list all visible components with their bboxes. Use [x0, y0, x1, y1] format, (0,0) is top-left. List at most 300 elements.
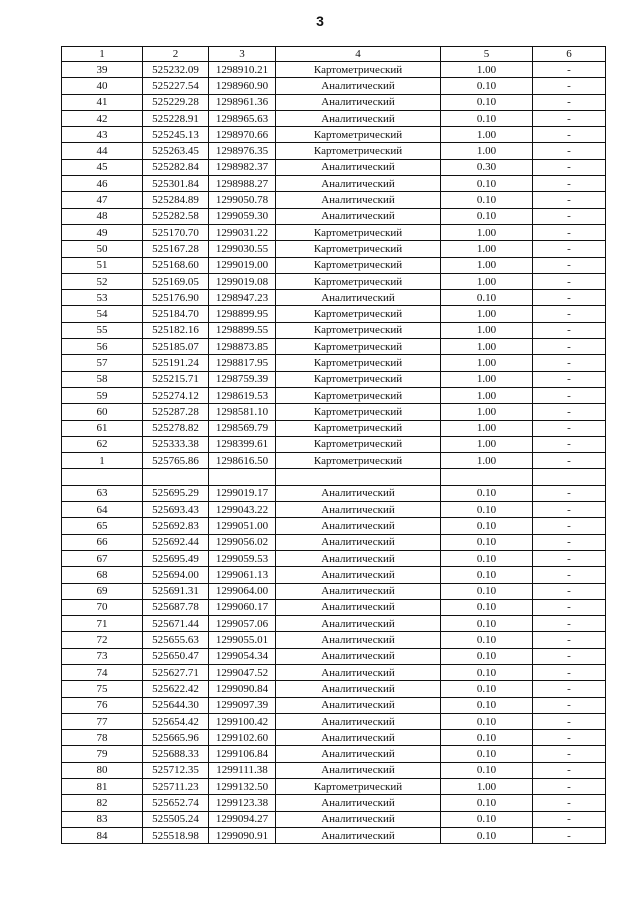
table-row [62, 420, 606, 436]
table-cell: 0.10 [441, 534, 533, 550]
table-cell: 43 [62, 127, 143, 143]
table-cell: - [533, 746, 606, 762]
table-cell: 1.00 [441, 273, 533, 289]
table-cell: - [533, 241, 606, 257]
table-cell: 1.00 [441, 143, 533, 159]
table-cell: 46 [62, 176, 143, 192]
table-cell: 525644.30 [143, 697, 209, 713]
table-row [62, 648, 606, 664]
table-cell: - [533, 110, 606, 126]
column-header: 2 [143, 47, 209, 62]
table-row [62, 62, 606, 78]
table-cell: 1299064.00 [209, 583, 276, 599]
coordinates-table [61, 46, 606, 844]
table-cell: 1299031.22 [209, 224, 276, 240]
table-cell: 1299111.38 [209, 762, 276, 778]
table-cell: 1298899.55 [209, 322, 276, 338]
table-cell: 80 [62, 762, 143, 778]
table-cell: 525711.23 [143, 779, 209, 795]
empty-cell [441, 469, 533, 485]
table-row [62, 404, 606, 420]
table-cell: 525170.70 [143, 224, 209, 240]
table-cell: 52 [62, 273, 143, 289]
table-cell: 1299043.22 [209, 502, 276, 518]
table-cell: 78 [62, 730, 143, 746]
table-cell: Картометрический [276, 387, 441, 403]
table-cell: 1.00 [441, 355, 533, 371]
table-cell: 525505.24 [143, 811, 209, 827]
table-row [62, 110, 606, 126]
separator-body [62, 469, 606, 485]
table-cell: 0.10 [441, 94, 533, 110]
table-row [62, 550, 606, 566]
table-cell: 0.10 [441, 208, 533, 224]
table-cell: 1298982.37 [209, 159, 276, 175]
table-cell: 525622.42 [143, 681, 209, 697]
table-cell: 77 [62, 713, 143, 729]
table-cell: 0.10 [441, 599, 533, 615]
table-cell: 73 [62, 648, 143, 664]
table-cell: 1299019.08 [209, 273, 276, 289]
table-cell: 82 [62, 795, 143, 811]
table-cell: 525695.49 [143, 550, 209, 566]
table-cell: Аналитический [276, 176, 441, 192]
table-cell: 61 [62, 420, 143, 436]
table-cell: 0.10 [441, 192, 533, 208]
table-cell: 1299090.91 [209, 827, 276, 843]
table-cell: - [533, 208, 606, 224]
table-cell: 1299097.39 [209, 697, 276, 713]
table-cell: Аналитический [276, 583, 441, 599]
table-cell: 525182.16 [143, 322, 209, 338]
empty-cell [143, 469, 209, 485]
table-row [62, 502, 606, 518]
table-cell: Картометрический [276, 436, 441, 452]
table-cell: 1298910.21 [209, 62, 276, 78]
table-cell: Картометрический [276, 127, 441, 143]
table-cell: 525278.82 [143, 420, 209, 436]
table-cell: 1298947.23 [209, 290, 276, 306]
table-cell: Картометрический [276, 273, 441, 289]
table-cell: Картометрический [276, 306, 441, 322]
table-cell: 0.10 [441, 648, 533, 664]
table-cell: 525229.28 [143, 94, 209, 110]
table-cell: - [533, 681, 606, 697]
table-cell: - [533, 534, 606, 550]
group1-body [62, 62, 606, 469]
table-cell: 525650.47 [143, 648, 209, 664]
table-cell: 53 [62, 290, 143, 306]
table-cell: 1299132.50 [209, 779, 276, 795]
table-cell: 1299100.42 [209, 713, 276, 729]
table-cell: 1298569.79 [209, 420, 276, 436]
empty-cell [62, 469, 143, 485]
table-cell: 525695.29 [143, 485, 209, 501]
table-cell: - [533, 485, 606, 501]
table-cell: 525232.09 [143, 62, 209, 78]
table-cell: 525167.28 [143, 241, 209, 257]
table-cell: Аналитический [276, 208, 441, 224]
table-cell: Аналитический [276, 746, 441, 762]
table-cell: 0.10 [441, 78, 533, 94]
table-cell: Аналитический [276, 681, 441, 697]
table-cell: 57 [62, 355, 143, 371]
table-row [62, 713, 606, 729]
table-cell: 525282.84 [143, 159, 209, 175]
table-cell: - [533, 143, 606, 159]
table-cell: 1.00 [441, 127, 533, 143]
table-cell: 1.00 [441, 387, 533, 403]
table-cell: 1 [62, 453, 143, 469]
table-cell: - [533, 453, 606, 469]
table-cell: 0.10 [441, 485, 533, 501]
table-cell: 51 [62, 257, 143, 273]
table-cell: 525301.84 [143, 176, 209, 192]
table-cell: 79 [62, 746, 143, 762]
table-cell: 1298581.10 [209, 404, 276, 420]
table-cell: 0.10 [441, 176, 533, 192]
table-cell: Аналитический [276, 110, 441, 126]
table-row [62, 159, 606, 175]
column-header: 1 [62, 47, 143, 62]
table-cell: Аналитический [276, 827, 441, 843]
table-cell: 525227.54 [143, 78, 209, 94]
table-cell: 71 [62, 616, 143, 632]
table-cell: 76 [62, 697, 143, 713]
table-cell: - [533, 224, 606, 240]
table-cell: - [533, 62, 606, 78]
table-cell: Аналитический [276, 811, 441, 827]
table-cell: Аналитический [276, 632, 441, 648]
table-cell: 525712.35 [143, 762, 209, 778]
table-row [62, 616, 606, 632]
empty-row [62, 469, 606, 485]
table-cell: 54 [62, 306, 143, 322]
table-row [62, 583, 606, 599]
table-cell: 1299106.84 [209, 746, 276, 762]
table-cell: 525333.38 [143, 436, 209, 452]
table-row [62, 127, 606, 143]
column-header: 3 [209, 47, 276, 62]
table-cell: 1299061.13 [209, 567, 276, 583]
table-cell: 1.00 [441, 339, 533, 355]
table-cell: - [533, 779, 606, 795]
table-cell: 1299102.60 [209, 730, 276, 746]
table-cell: 1298970.66 [209, 127, 276, 143]
table-cell: 525274.12 [143, 387, 209, 403]
table-cell: 1.00 [441, 371, 533, 387]
table-row [62, 192, 606, 208]
table-row [62, 453, 606, 469]
table-row [62, 779, 606, 795]
table-cell: 65 [62, 518, 143, 534]
table-cell: - [533, 420, 606, 436]
table-cell: 63 [62, 485, 143, 501]
table-row [62, 795, 606, 811]
table-cell: Картометрический [276, 420, 441, 436]
table-cell: Аналитический [276, 518, 441, 534]
table-cell: 1.00 [441, 306, 533, 322]
table-cell: - [533, 387, 606, 403]
table-row [62, 224, 606, 240]
table-cell: Картометрический [276, 371, 441, 387]
table-cell: 0.10 [441, 567, 533, 583]
table-cell: 0.30 [441, 159, 533, 175]
table-row [62, 534, 606, 550]
table-row [62, 567, 606, 583]
table-row [62, 78, 606, 94]
table-cell: - [533, 697, 606, 713]
table-cell: 1298873.85 [209, 339, 276, 355]
table-cell: 525185.07 [143, 339, 209, 355]
table-cell: 44 [62, 143, 143, 159]
table-cell: - [533, 616, 606, 632]
table-cell: 1298960.90 [209, 78, 276, 94]
table-cell: 0.10 [441, 762, 533, 778]
table-cell: - [533, 827, 606, 843]
table-cell: 1298961.36 [209, 94, 276, 110]
table-cell: 1298399.61 [209, 436, 276, 452]
table-cell: 1299047.52 [209, 664, 276, 680]
table-cell: 0.10 [441, 518, 533, 534]
table-row [62, 273, 606, 289]
table-cell: Аналитический [276, 697, 441, 713]
group2-body [62, 485, 606, 844]
table-cell: 525691.31 [143, 583, 209, 599]
table-cell: 72 [62, 632, 143, 648]
table-cell: 1.00 [441, 453, 533, 469]
table-cell: 525694.00 [143, 567, 209, 583]
table-cell: 525665.96 [143, 730, 209, 746]
table-row [62, 355, 606, 371]
table-cell: Картометрический [276, 404, 441, 420]
table-cell: - [533, 567, 606, 583]
table-cell: 0.10 [441, 811, 533, 827]
table-cell: Аналитический [276, 159, 441, 175]
table-cell: 0.10 [441, 502, 533, 518]
table-cell: Аналитический [276, 485, 441, 501]
table-cell: 0.10 [441, 697, 533, 713]
table-cell: - [533, 322, 606, 338]
table-cell: 62 [62, 436, 143, 452]
table-cell: 1.00 [441, 779, 533, 795]
table-cell: Аналитический [276, 502, 441, 518]
table-cell: - [533, 404, 606, 420]
table-cell: Аналитический [276, 94, 441, 110]
table-cell: Аналитический [276, 730, 441, 746]
table-cell: Картометрический [276, 779, 441, 795]
table-row [62, 811, 606, 827]
table-cell: 525215.71 [143, 371, 209, 387]
table-cell: Аналитический [276, 713, 441, 729]
table-cell: - [533, 339, 606, 355]
table-cell: Картометрический [276, 322, 441, 338]
table-cell: - [533, 664, 606, 680]
column-header: 5 [441, 47, 533, 62]
table-cell: 525284.89 [143, 192, 209, 208]
table-cell: - [533, 518, 606, 534]
table-cell: 1299030.55 [209, 241, 276, 257]
table-cell: 45 [62, 159, 143, 175]
table-cell: 1299059.53 [209, 550, 276, 566]
table-cell: Аналитический [276, 567, 441, 583]
table-row [62, 322, 606, 338]
table-row [62, 762, 606, 778]
table-cell: 67 [62, 550, 143, 566]
table-cell: Картометрический [276, 62, 441, 78]
table-cell: 59 [62, 387, 143, 403]
table-cell: 1299050.78 [209, 192, 276, 208]
table-row [62, 143, 606, 159]
table-cell: 0.10 [441, 583, 533, 599]
table-cell: 1299019.00 [209, 257, 276, 273]
table-cell: - [533, 159, 606, 175]
table-cell: - [533, 550, 606, 566]
table-cell: 56 [62, 339, 143, 355]
table-cell: 0.10 [441, 746, 533, 762]
table-cell: - [533, 583, 606, 599]
table-cell: - [533, 257, 606, 273]
column-header: 4 [276, 47, 441, 62]
table-cell: - [533, 811, 606, 827]
table-cell: 1298899.95 [209, 306, 276, 322]
table-cell: 41 [62, 94, 143, 110]
table-cell: 525692.83 [143, 518, 209, 534]
table-row [62, 241, 606, 257]
table-cell: 525654.42 [143, 713, 209, 729]
table-cell: Картометрический [276, 453, 441, 469]
table-cell: 1298619.53 [209, 387, 276, 403]
table-cell: - [533, 730, 606, 746]
table-row [62, 518, 606, 534]
table-cell: 0.10 [441, 110, 533, 126]
table-cell: 83 [62, 811, 143, 827]
table-cell: 42 [62, 110, 143, 126]
table-cell: 68 [62, 567, 143, 583]
table-row [62, 176, 606, 192]
table-cell: 525282.58 [143, 208, 209, 224]
table-row [62, 387, 606, 403]
table-cell: 1299055.01 [209, 632, 276, 648]
table-cell: 525245.13 [143, 127, 209, 143]
table-cell: Картометрический [276, 143, 441, 159]
table-cell: 525692.44 [143, 534, 209, 550]
table-cell: 0.10 [441, 550, 533, 566]
table-cell: 0.10 [441, 827, 533, 843]
table-cell: - [533, 648, 606, 664]
empty-cell [209, 469, 276, 485]
table-cell: 84 [62, 827, 143, 843]
table-row [62, 730, 606, 746]
table-cell: 60 [62, 404, 143, 420]
table-cell: 69 [62, 583, 143, 599]
table-cell: Аналитический [276, 192, 441, 208]
table-cell: 0.10 [441, 713, 533, 729]
table-cell: 1298965.63 [209, 110, 276, 126]
table-cell: 1299094.27 [209, 811, 276, 827]
table-cell: - [533, 176, 606, 192]
table-cell: 1299054.34 [209, 648, 276, 664]
table-cell: 525263.45 [143, 143, 209, 159]
table-cell: 1.00 [441, 257, 533, 273]
table-cell: - [533, 762, 606, 778]
table-row [62, 664, 606, 680]
table-cell: 525168.60 [143, 257, 209, 273]
column-header: 6 [533, 47, 606, 62]
table-header-row [62, 47, 606, 62]
table-cell: 66 [62, 534, 143, 550]
table-cell: 1.00 [441, 322, 533, 338]
table-cell: 1299090.84 [209, 681, 276, 697]
table-cell: Аналитический [276, 599, 441, 615]
table-cell: 1298976.35 [209, 143, 276, 159]
table-cell: 0.10 [441, 681, 533, 697]
table-cell: 525184.70 [143, 306, 209, 322]
table-cell: 1298817.95 [209, 355, 276, 371]
table-row [62, 632, 606, 648]
table-cell: 0.10 [441, 664, 533, 680]
table-cell: 1.00 [441, 241, 533, 257]
table-cell: Аналитический [276, 290, 441, 306]
table-cell: 74 [62, 664, 143, 680]
table-row [62, 306, 606, 322]
table-cell: 525655.63 [143, 632, 209, 648]
table-cell: 525191.24 [143, 355, 209, 371]
table-cell: 0.10 [441, 290, 533, 306]
table-cell: 75 [62, 681, 143, 697]
table-cell: Картометрический [276, 339, 441, 355]
table-cell: 39 [62, 62, 143, 78]
table-cell: - [533, 290, 606, 306]
table-cell: Аналитический [276, 616, 441, 632]
table-cell: - [533, 632, 606, 648]
table-cell: 1299019.17 [209, 485, 276, 501]
table-cell: 525518.98 [143, 827, 209, 843]
table-cell: 1.00 [441, 404, 533, 420]
table-cell: - [533, 371, 606, 387]
table-row [62, 697, 606, 713]
table-cell: 47 [62, 192, 143, 208]
table-cell: 525688.33 [143, 746, 209, 762]
table-cell: - [533, 127, 606, 143]
table-cell: Аналитический [276, 762, 441, 778]
table-cell: 50 [62, 241, 143, 257]
empty-cell [276, 469, 441, 485]
table-row [62, 371, 606, 387]
table-cell: - [533, 78, 606, 94]
table-cell: Картометрический [276, 224, 441, 240]
table-cell: 40 [62, 78, 143, 94]
table-cell: 1298988.27 [209, 176, 276, 192]
table-cell: 525671.44 [143, 616, 209, 632]
table-cell: 81 [62, 779, 143, 795]
table-cell: 0.10 [441, 795, 533, 811]
table-row [62, 827, 606, 843]
table-cell: 1299060.17 [209, 599, 276, 615]
table-cell: 525687.78 [143, 599, 209, 615]
table-row [62, 599, 606, 615]
table-cell: 64 [62, 502, 143, 518]
table-cell: Аналитический [276, 78, 441, 94]
table-cell: 49 [62, 224, 143, 240]
table-cell: 525287.28 [143, 404, 209, 420]
table-cell: 0.10 [441, 616, 533, 632]
table-cell: 525693.43 [143, 502, 209, 518]
table-cell: 1299056.02 [209, 534, 276, 550]
table-cell: Картометрический [276, 241, 441, 257]
table-row [62, 339, 606, 355]
table-cell: 1298759.39 [209, 371, 276, 387]
